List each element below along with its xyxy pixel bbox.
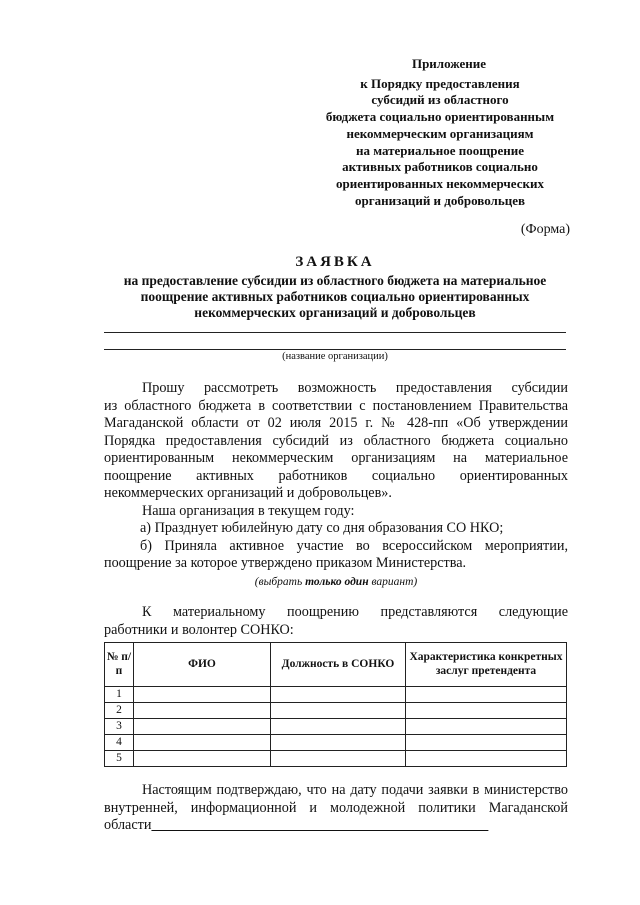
row-number: 5 xyxy=(105,751,134,767)
paragraph-line: некоммерческих организаций и добровольцев». xyxy=(104,485,392,501)
cell-merits[interactable] xyxy=(406,687,567,703)
appendix-line: субсидий из областного xyxy=(371,92,509,108)
cell-position[interactable] xyxy=(271,687,406,703)
confirm-paragraph xyxy=(104,782,568,835)
table-row xyxy=(105,703,567,719)
table-row xyxy=(105,751,567,767)
confirm-last-word: области xyxy=(104,817,152,833)
appendix-line: на материальное поощрение xyxy=(355,142,525,158)
title-line: некоммерческих организаций и добровольцев xyxy=(194,305,476,320)
paragraph-line: из областного бюджета в соответствии с постановлением Правительства xyxy=(104,397,568,414)
cell-position[interactable] xyxy=(271,719,406,735)
table-header-row xyxy=(105,643,567,687)
document-title xyxy=(90,254,580,321)
title-line: поощрение активных работников социально ориентированных xyxy=(140,289,530,304)
cell-merits[interactable] xyxy=(406,719,567,735)
appendix-heading: Приложение xyxy=(411,56,487,71)
option-b-line: б) Приняла активное участие во всероссийском мероприятии, xyxy=(140,537,568,554)
row-number: 4 xyxy=(105,735,134,751)
cell-merits[interactable] xyxy=(406,751,567,767)
signature-blank[interactable] xyxy=(151,817,488,833)
appendix-line: организаций и добровольцев xyxy=(355,192,525,208)
option-b-line: поощрение за которое утверждено приказом Министерства. xyxy=(104,555,467,571)
cell-fio[interactable] xyxy=(134,751,271,767)
paragraph-line: Магаданской области от 02 июля 2015 г. № 428-пп «Об утверждении xyxy=(104,415,568,431)
table-intro-line: работники и волонтер СОНКО: xyxy=(104,621,294,638)
cell-fio[interactable] xyxy=(134,735,271,751)
title-main: ЗАЯВКА xyxy=(295,254,375,270)
table-row xyxy=(105,735,567,751)
paragraph-line: Прошу рассмотреть возможность предоставления субсидии xyxy=(142,380,568,396)
row-number: 2 xyxy=(105,703,134,719)
table-row xyxy=(105,719,567,735)
cell-position[interactable] xyxy=(271,735,406,751)
cell-position[interactable] xyxy=(271,703,406,719)
cell-merits[interactable] xyxy=(406,703,567,719)
row-number: 3 xyxy=(105,719,134,735)
confirm-line: внутренней, информационной и молодежной политики Магаданской xyxy=(104,799,568,816)
choice-note-text: вариант) xyxy=(368,576,418,588)
choice-note-emphasis: только один xyxy=(305,576,369,588)
table-intro-line: К материальному поощрению представляются следующие xyxy=(142,604,568,620)
header-fio: ФИО xyxy=(134,643,271,687)
table-row xyxy=(105,687,567,703)
option-a: а) Празднует юбилейную дату со дня образования СО НКО; xyxy=(140,520,504,536)
employees-table xyxy=(104,642,567,767)
cell-fio[interactable] xyxy=(134,719,271,735)
org-name-caption: (название организации) xyxy=(282,351,388,362)
appendix-line: ориентированных некоммерческих xyxy=(336,175,544,191)
header-merits: Характеристика конкретных заслуг претендента xyxy=(406,643,567,687)
appendix-block xyxy=(300,56,580,209)
cell-position[interactable] xyxy=(271,751,406,767)
confirm-line: Настоящим подтверждаю, что на дату подачи заявки в министерство xyxy=(142,782,568,798)
appendix-line: активных работников социально xyxy=(342,159,538,175)
cell-fio[interactable] xyxy=(134,703,271,719)
title-line: на предоставление субсидии из областного бюджета на материальное xyxy=(123,273,547,288)
choice-note xyxy=(104,576,568,588)
org-name-line xyxy=(104,332,566,333)
choice-note-text: (выбрать xyxy=(254,576,306,588)
form-label: (Форма) xyxy=(520,222,570,237)
org-intro: Наша организация в текущем году: xyxy=(142,502,355,519)
appendix-line: некоммерческим организациям xyxy=(346,125,534,141)
table-intro xyxy=(104,604,568,639)
paragraph-line: Порядка предоставления субсидий из областного бюджета социально xyxy=(104,432,568,449)
appendix-line: бюджета социально ориентированным xyxy=(325,109,555,125)
cell-merits[interactable] xyxy=(406,735,567,751)
paragraph-line: поощрение активных работников социально ориентированных xyxy=(104,467,568,484)
cell-fio[interactable] xyxy=(134,687,271,703)
header-num: № п/п xyxy=(105,643,134,687)
paragraph-line: ориентированным некоммерческим организациям на материальное xyxy=(104,450,568,466)
appendix-line: к Порядку предоставления xyxy=(360,75,520,91)
header-position: Должность в СОНКО xyxy=(271,643,406,687)
org-name-line xyxy=(104,349,566,350)
row-number: 1 xyxy=(105,687,134,703)
confirm-last-line xyxy=(104,817,568,835)
request-paragraph xyxy=(104,380,568,573)
